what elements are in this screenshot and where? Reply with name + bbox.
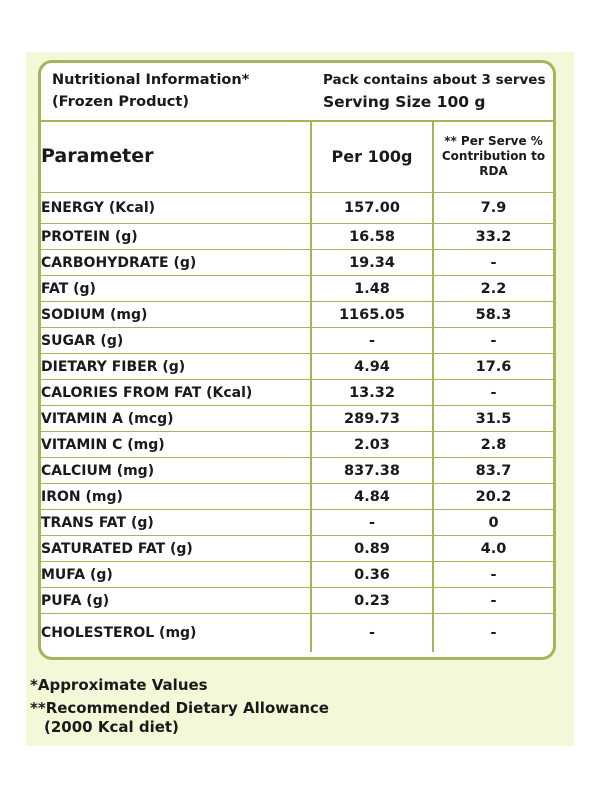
table-row: [41, 354, 553, 380]
per-100g-value: 16.58: [311, 224, 433, 250]
rda-header-line: ** Per Serve %: [444, 133, 543, 148]
parameter-name: PROTEIN (g): [41, 224, 311, 250]
per-100g-value: 837.38: [311, 458, 433, 484]
column-header-per-100g: Per 100g: [311, 120, 433, 193]
table-row: [41, 193, 553, 224]
info-header: [41, 63, 553, 122]
per-100g-value: 4.94: [311, 354, 433, 380]
footnote-approximate: *Approximate Values: [30, 676, 208, 694]
parameter-name: DIETARY FIBER (g): [41, 354, 311, 380]
rda-value: 17.6: [433, 354, 553, 380]
table-row: [41, 276, 553, 302]
rda-value: -: [433, 588, 553, 614]
parameter-name: IRON (mg): [41, 484, 311, 510]
serving-block: [323, 69, 546, 113]
rda-value: 31.5: [433, 406, 553, 432]
table-row: [41, 536, 553, 562]
rda-value: -: [490, 625, 497, 641]
rda-value: 20.2: [433, 484, 553, 510]
rda-header-line: RDA: [479, 163, 508, 178]
rda-value: 0: [433, 510, 553, 536]
per-100g-value: 13.32: [311, 380, 433, 406]
table-row: [41, 302, 553, 328]
table-row: [41, 614, 553, 653]
parameter-name: CALCIUM (mg): [41, 458, 311, 484]
parameter-name: TRANS FAT (g): [41, 510, 311, 536]
serving-size: Serving Size 100 g: [323, 93, 486, 111]
title: Nutritional Information*: [52, 72, 250, 88]
footnote-diet: (2000 Kcal diet): [44, 718, 179, 736]
parameter-name: ENERGY (Kcal): [41, 193, 311, 224]
table-row: [41, 328, 553, 354]
nutrition-table: [41, 120, 553, 652]
rda-value: 33.2: [433, 224, 553, 250]
title-block: [52, 69, 249, 113]
per-100g-value: 1165.05: [311, 302, 433, 328]
per-100g-value: 0.89: [311, 536, 433, 562]
table-row: [41, 510, 553, 536]
rda-value: 7.9: [433, 193, 553, 224]
table-row: [41, 224, 553, 250]
nutrition-card: [38, 60, 556, 660]
table-row: [41, 250, 553, 276]
table-row: [41, 380, 553, 406]
parameter-name: MUFA (g): [41, 562, 311, 588]
per-100g-value: 1.48: [311, 276, 433, 302]
parameter-name: SATURATED FAT (g): [41, 536, 311, 562]
table-row: [41, 432, 553, 458]
rda-header-line: Contribution to: [441, 148, 546, 163]
rda-value: -: [433, 562, 553, 588]
parameter-name: SUGAR (g): [41, 328, 311, 354]
parameter-name: CARBOHYDRATE (g): [41, 250, 311, 276]
table-row: [41, 588, 553, 614]
table-row: [41, 458, 553, 484]
footnote-rda: **Recommended Dietary Allowance: [30, 699, 329, 717]
per-100g-value: 157.00: [311, 193, 433, 224]
per-100g-value: 0.23: [311, 588, 433, 614]
footnotes: [30, 676, 329, 741]
per-100g-value: -: [311, 328, 433, 354]
per-100g-value: 0.36: [311, 562, 433, 588]
per-100g-value: 19.34: [311, 250, 433, 276]
rda-value: 83.7: [433, 458, 553, 484]
rda-value: 4.0: [433, 536, 553, 562]
rda-value: 58.3: [433, 302, 553, 328]
parameter-name: VITAMIN A (mcg): [41, 406, 311, 432]
table-header-row: [41, 120, 553, 193]
parameter-name: SODIUM (mg): [41, 302, 311, 328]
per-100g-value: -: [311, 510, 433, 536]
table-row: [41, 484, 553, 510]
rda-value: -: [433, 380, 553, 406]
per-100g-value: 4.84: [311, 484, 433, 510]
parameter-name: FAT (g): [41, 276, 311, 302]
per-100g-value: -: [311, 614, 433, 653]
table-row: [41, 562, 553, 588]
per-100g-value: 2.03: [311, 432, 433, 458]
parameter-name: PUFA (g): [41, 588, 311, 614]
column-header-rda: [433, 120, 553, 193]
product-type: (Frozen Product): [52, 94, 189, 110]
rda-value: 2.2: [433, 276, 553, 302]
parameter-name: CALORIES FROM FAT (Kcal): [41, 380, 311, 406]
table-row: [41, 406, 553, 432]
rda-value: 2.8: [433, 432, 553, 458]
per-100g-value: 289.73: [311, 406, 433, 432]
pack-info: Pack contains about 3 serves: [323, 72, 546, 88]
parameter-name: VITAMIN C (mg): [41, 432, 311, 458]
rda-value: -: [433, 250, 553, 276]
rda-value: -: [433, 328, 553, 354]
column-header-parameter: Parameter: [41, 120, 311, 193]
parameter-name: CHOLESTEROL (mg): [41, 614, 311, 653]
